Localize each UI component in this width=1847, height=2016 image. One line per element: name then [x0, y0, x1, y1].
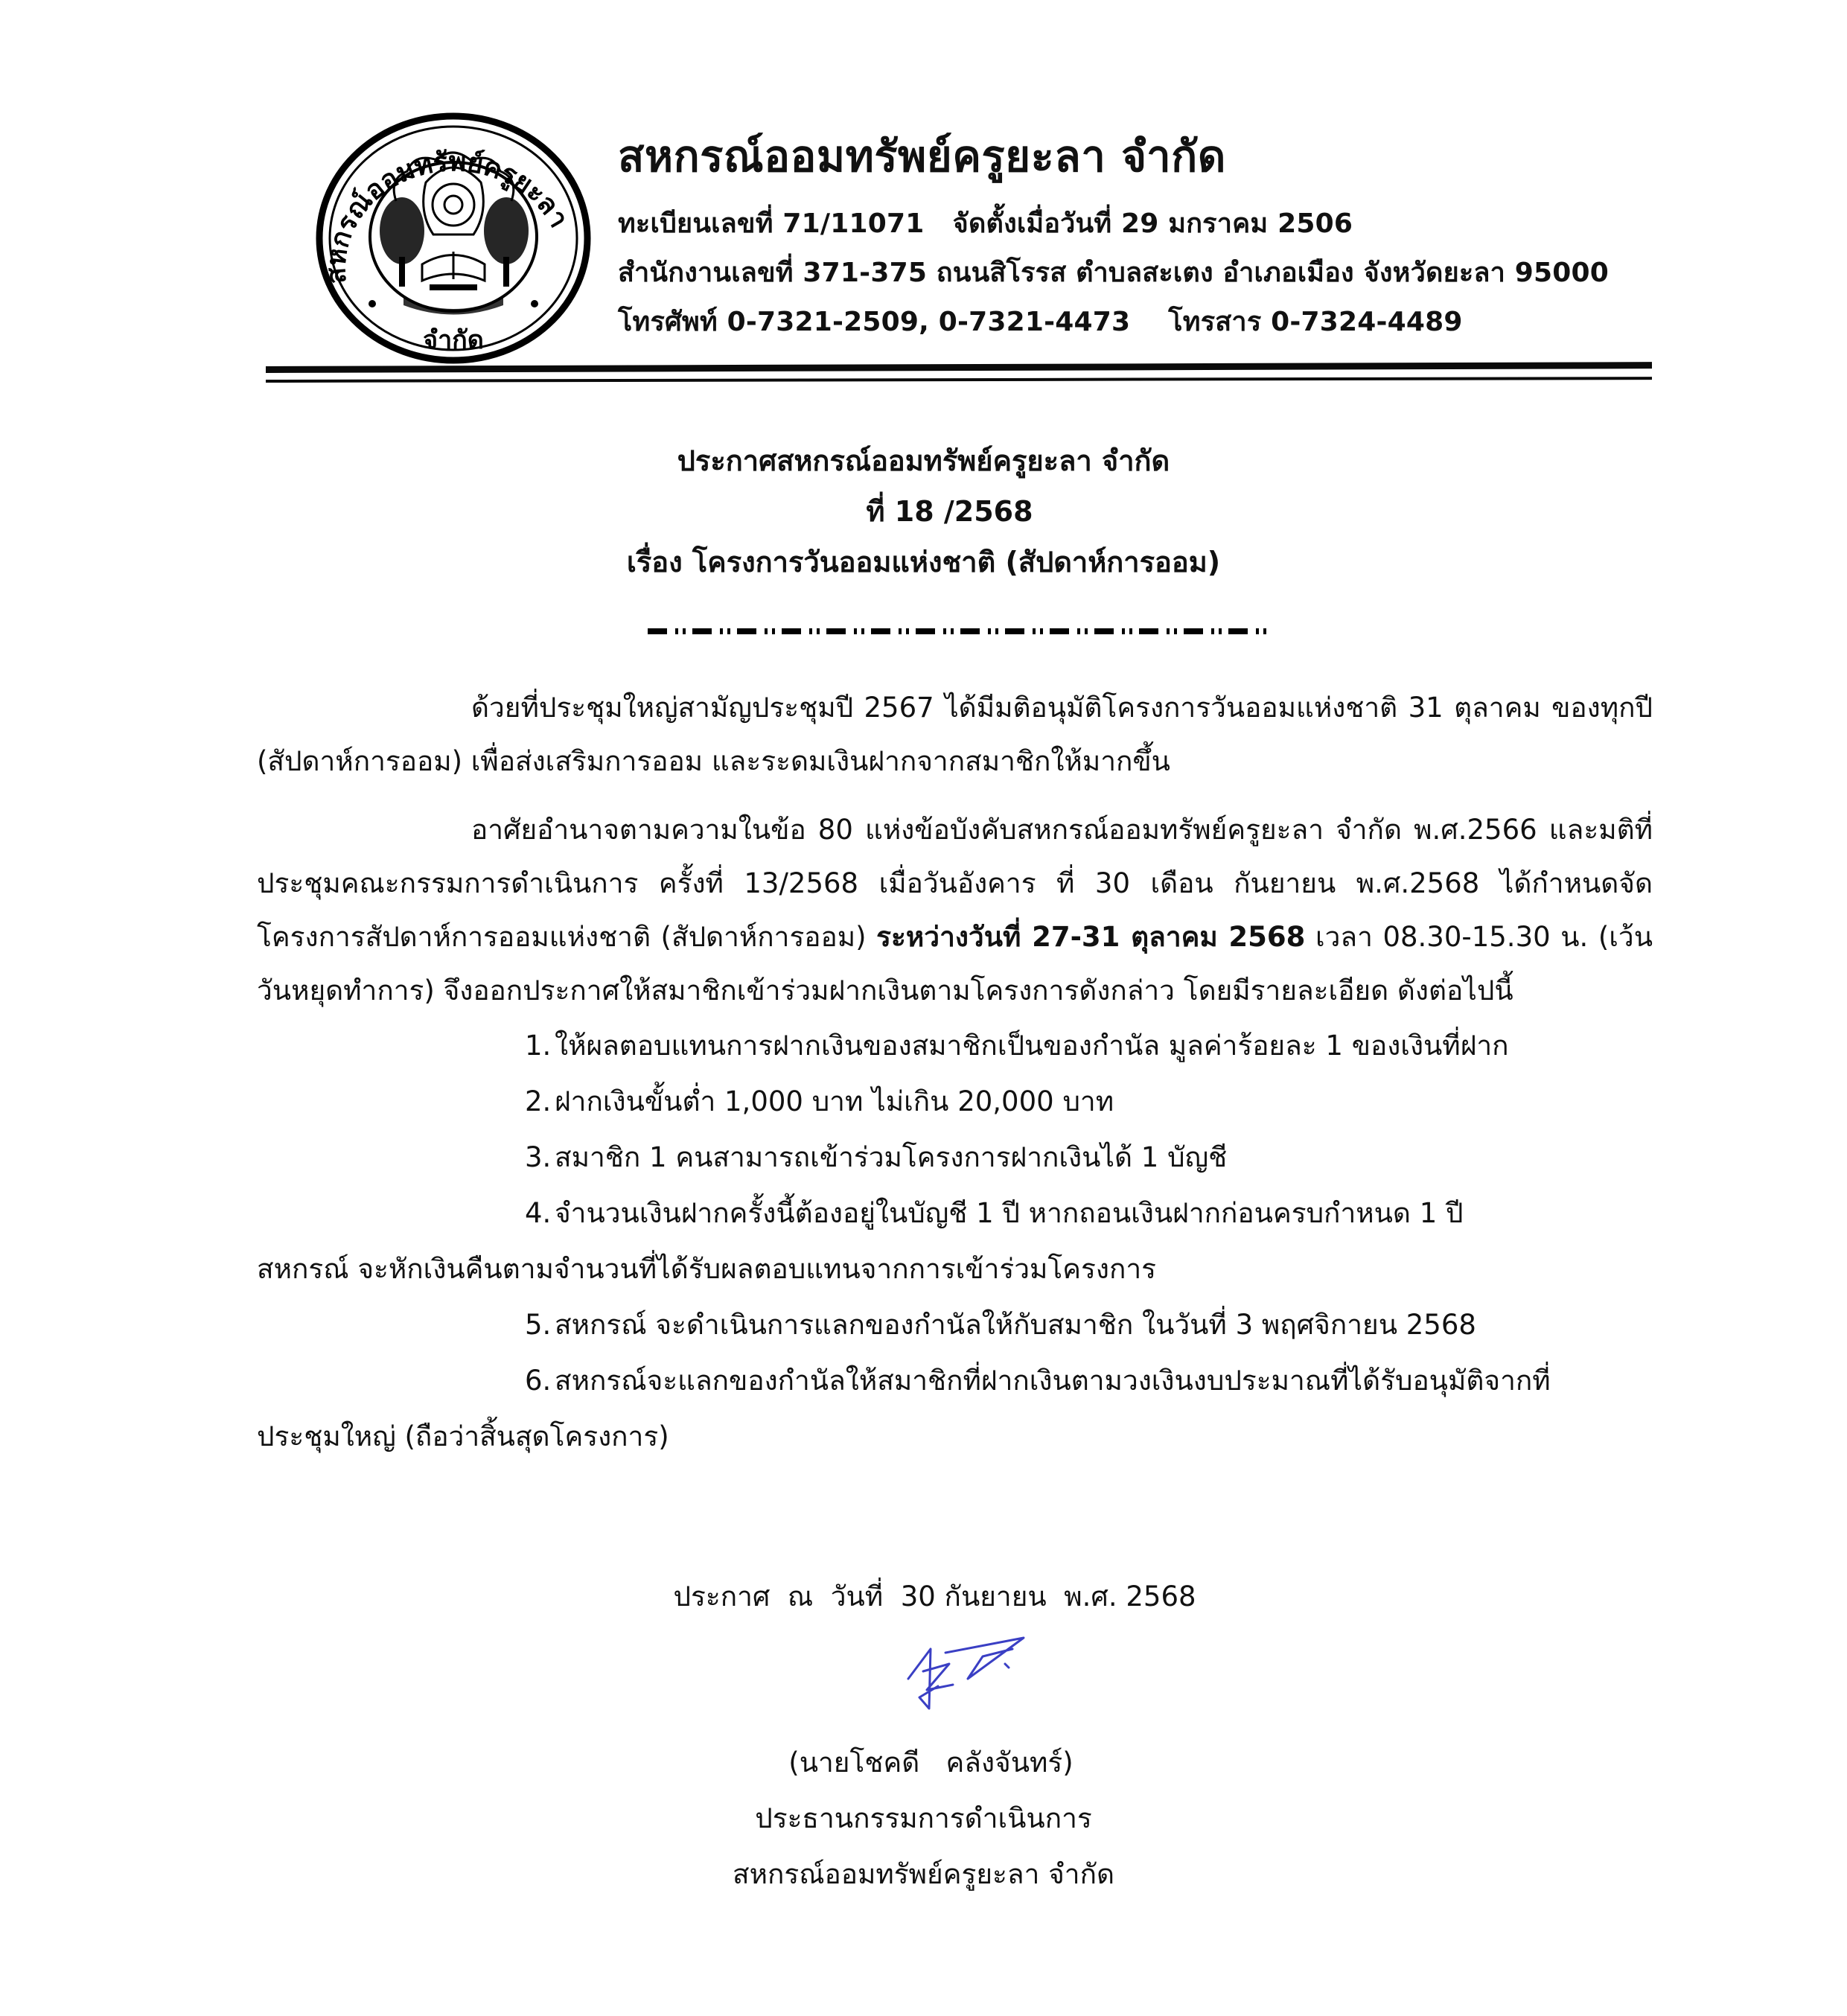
- registration-info: ทะเบียนเลขที่ 71/11071 จัดตั้งเมื่อวันที่ 29 มกราคม 2506: [618, 208, 1353, 239]
- letterhead-rule-thin: [266, 377, 1652, 383]
- list-item-continuation: ประชุมใหญ่ (ถือว่าสิ้นสุดโครงการ): [257, 1420, 669, 1452]
- contact-numbers: โทรศัพท์ 0-7321-2509, 0-7321-4473 โทรสาร 0-7324-4489: [618, 307, 1463, 337]
- heading-divider: [648, 628, 1284, 634]
- announcement-subject: เรื่อง โครงการวันออมแห่งชาติ (สัปดาห์การออม): [626, 546, 1221, 578]
- cooperative-seal-icon: [314, 112, 593, 365]
- paragraph-background: ด้วยที่ประชุมใหญ่สามัญประชุมปี 2567 ได้มีมติอนุมัติโครงการวันออมแห่งชาติ 31 ตุลาคม ของทุกปี (สัปดาห์การออม) เพื่อส่งเสริมการออม และระดมเงินฝากจากสมาชิกให้มากขึ้น: [257, 692, 1653, 777]
- office-address: สำนักงานเลขที่ 371-375 ถนนสิโรรส ตำบลสะเตง อำเภอเมือง จังหวัดยะลา 95000: [618, 258, 1610, 288]
- announcement-heading: [0, 436, 1847, 587]
- conditions-list: [257, 1018, 1653, 1464]
- list-item: 1. ให้ผลตอบแทนการฝากเงินของสมาชิกเป็นของกำนัล มูลค่าร้อยละ 1 ของเงินที่ฝาก: [525, 1030, 1509, 1062]
- list-item-continuation: สหกรณ์ จะหักเงินคืนตามจำนวนที่ได้รับผลตอบแทนจากการเข้าร่วมโครงการ: [257, 1253, 1157, 1285]
- signatory-name: (นายโชคดี คลังจันทร์): [788, 1747, 1074, 1779]
- paragraph-authority: อาศัยอำนาจตามความในข้อ 80 แห่งข้อบังคับสหกรณ์ออมทรัพย์ครูยะลา จำกัด พ.ศ.2566 และมติที่ประชุมคณะกรรมการดำเนินการ ครั้งที่ 13/2568 เมื่อวันอังคาร ที่ 30 เดือน กันยายน พ.ศ.2568 ได้กำหนดจัดโครงการสัปดาห์การออมแห่งชาติ (สัปดาห์การออม) ระหว่างวันที่ 27-31 ตุลาคม 2568 เวลา 08.30-15.30 น. (เว้นวันหยุดทำการ) จึงออกประกาศให้สมาชิกเข้าร่วมฝากเงินตามโครงการดังกล่าว โดยมีรายละเอียด ดังต่อไปนี้: [257, 814, 1653, 1007]
- closing-date-block: [0, 1571, 1847, 1623]
- announcement-title: ประกาศสหกรณ์ออมทรัพย์ครูยะลา จำกัด: [677, 444, 1170, 477]
- signature-icon: [893, 1634, 1035, 1716]
- seal-ring-text-bottom: จำกัด: [423, 325, 484, 355]
- announcement-body: [257, 681, 1653, 1464]
- signatory-block: [0, 1735, 1847, 1902]
- list-item: 6. สหกรณ์จะแลกของกำนัลให้สมาชิกที่ฝากเงินตามวงเงินงบประมาณที่ได้รับอนุมัติจากที่: [525, 1365, 1551, 1397]
- list-item: 5. สหกรณ์ จะดำเนินการแลกของกำนัลให้กับสมาชิก ในวันที่ 3 พฤศจิกายน 2568: [525, 1309, 1476, 1341]
- project-dates: ระหว่างวันที่ 27-31 ตุลาคม 2568: [876, 921, 1306, 953]
- list-item: 3. สมาชิก 1 คนสามารถเข้าร่วมโครงการฝากเงินได้ 1 บัญชี: [525, 1141, 1228, 1173]
- list-item: 4. จำนวนเงินฝากครั้งนี้ต้องอยู่ในบัญชี 1 ปี หากถอนเงินฝากก่อนครบกำหนด 1 ปี: [525, 1197, 1464, 1229]
- announcement-date: ประกาศ ณ วันที่ 30 กันยายน พ.ศ. 2568: [673, 1580, 1196, 1613]
- letterhead: [618, 127, 1609, 347]
- signatory-organization: สหกรณ์ออมทรัพย์ครูยะลา จำกัด: [732, 1858, 1114, 1890]
- announcement-number: ที่ 18 /2568: [866, 495, 1033, 528]
- organization-name: สหกรณ์ออมทรัพย์ครูยะลา จำกัด: [618, 131, 1226, 182]
- list-item: 2. ฝากเงินขั้นต่ำ 1,000 บาท ไม่เกิน 20,000 บาท: [525, 1085, 1114, 1117]
- signatory-position: ประธานกรรมการดำเนินการ: [755, 1802, 1092, 1834]
- seal-ring-text-top: สหกรณ์ออมทรัพย์ครูยะลา: [321, 147, 575, 285]
